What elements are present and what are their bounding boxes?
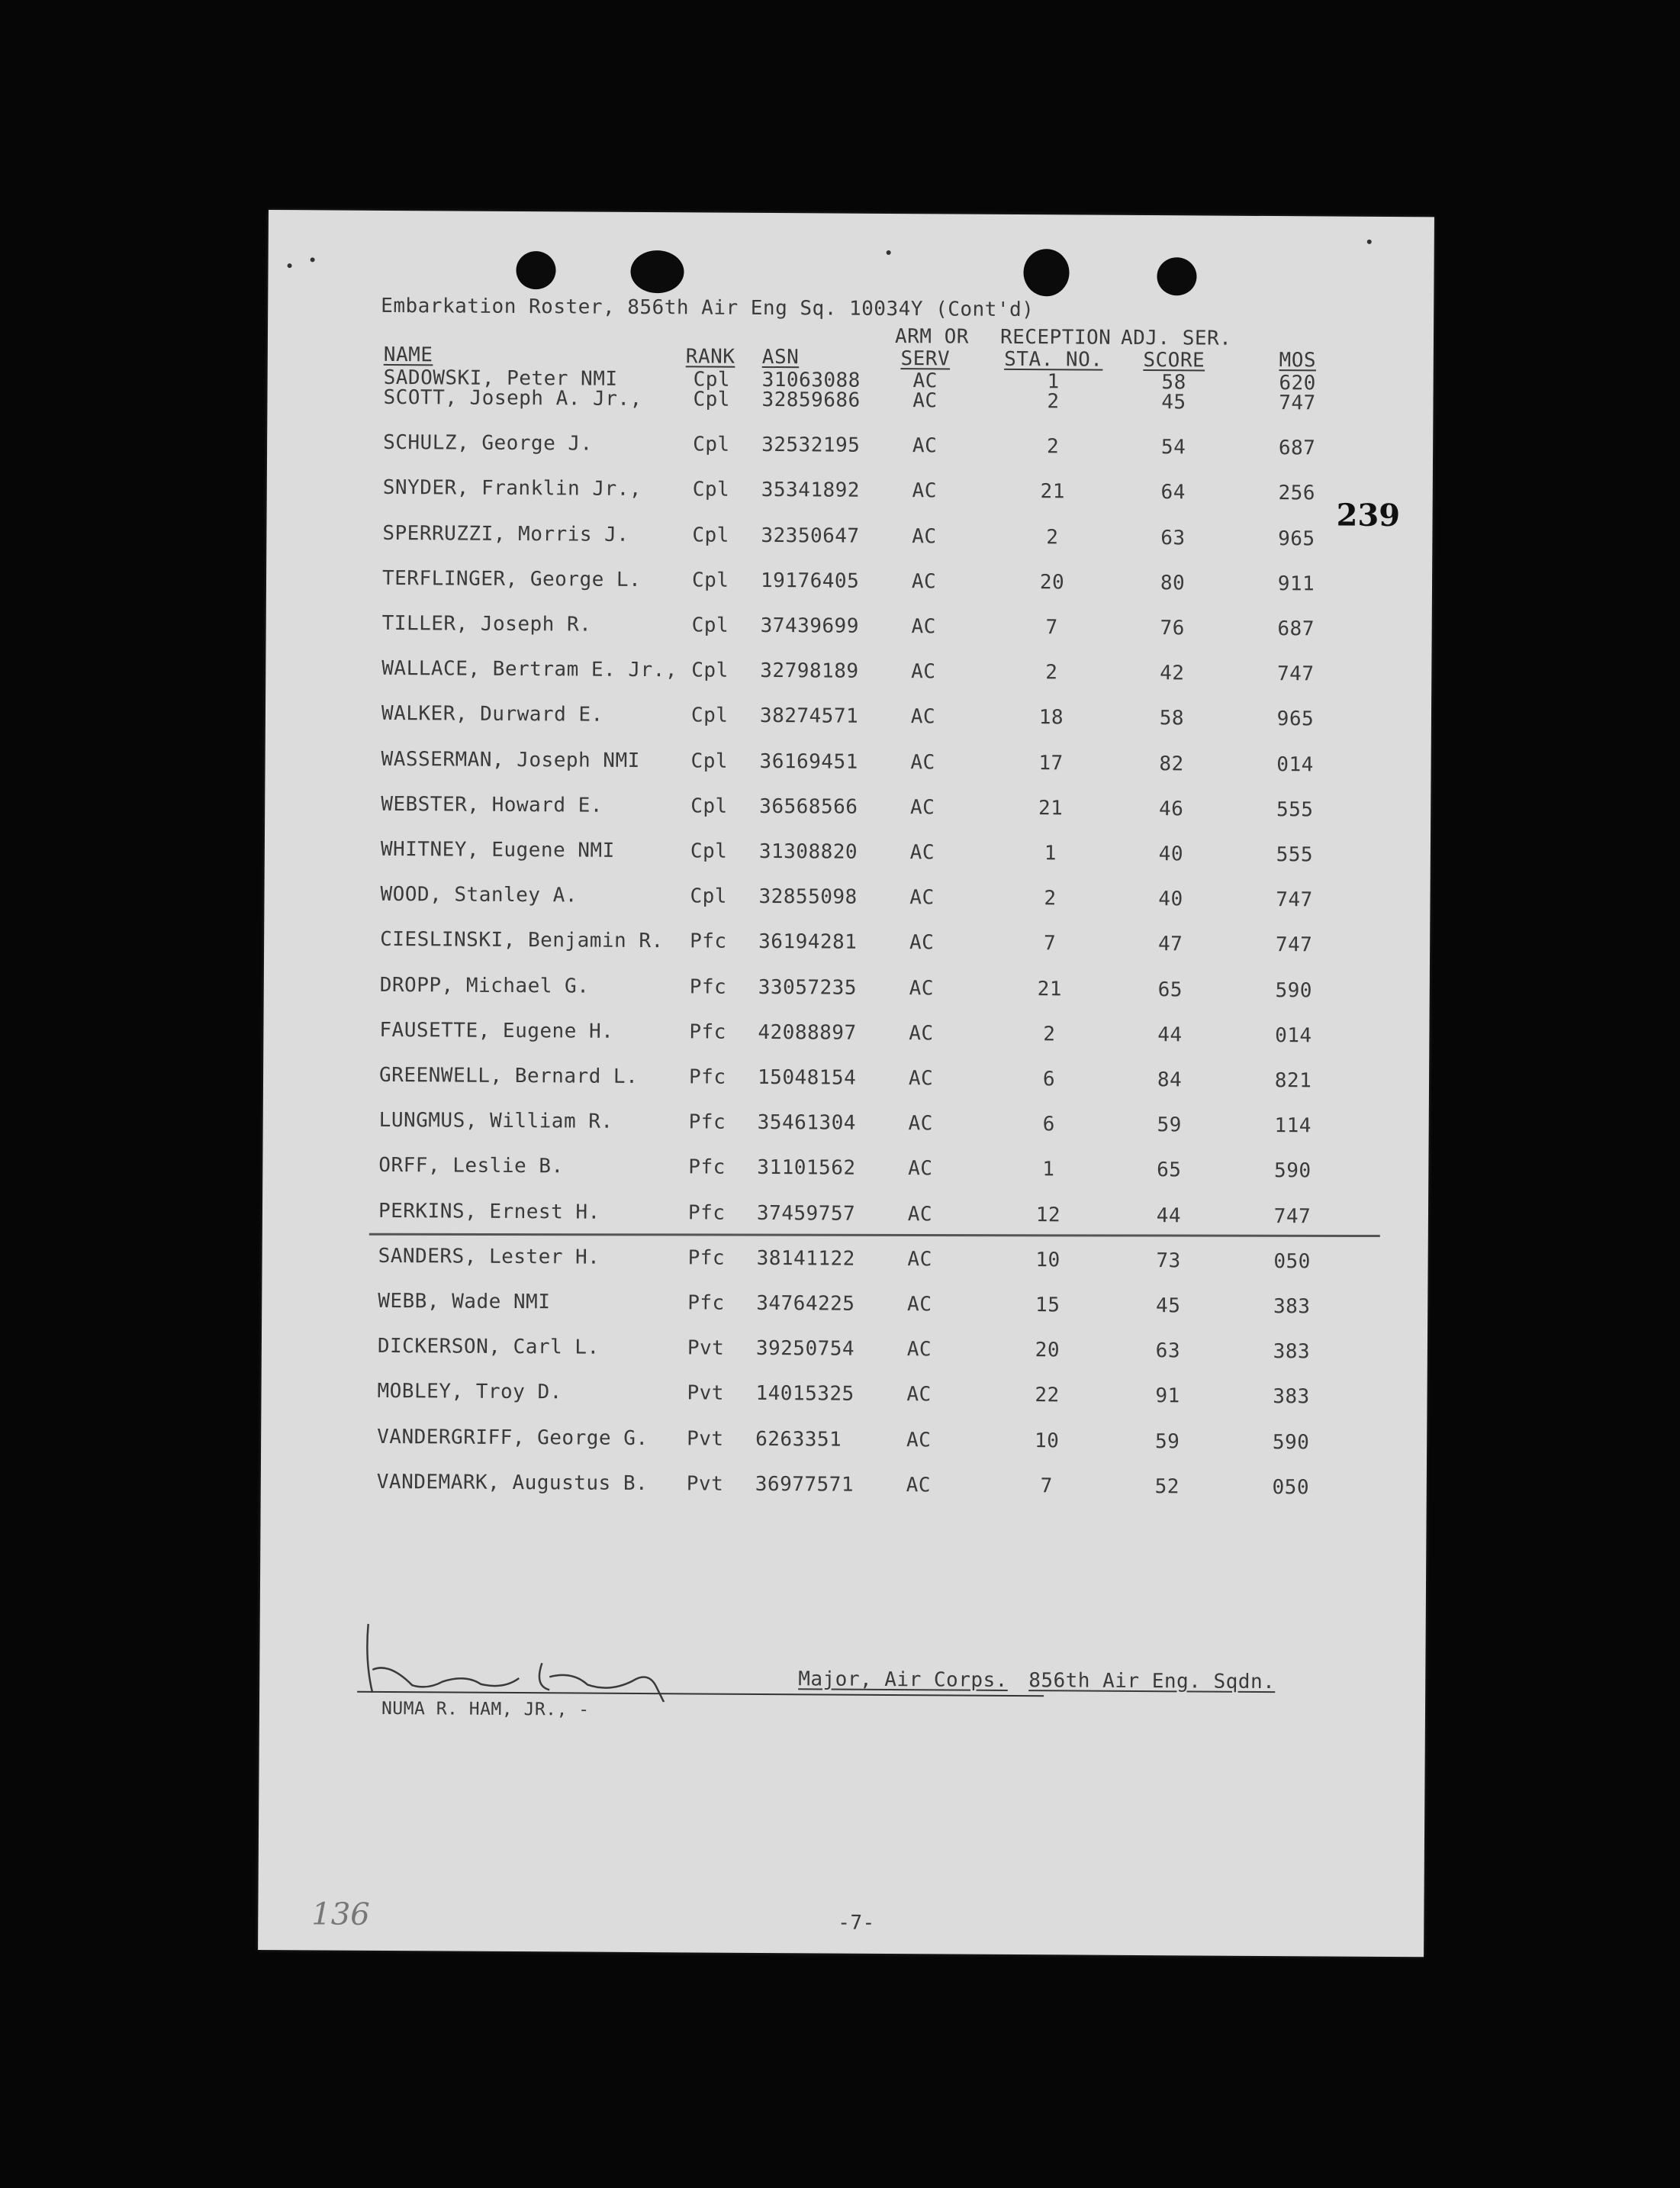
cell-name: SNYDER, Franklin Jr.,	[382, 476, 642, 501]
cell-name: VANDEMARK, Augustus B.	[376, 1470, 649, 1495]
column-header-score-bottom: SCORE	[1143, 349, 1205, 372]
cell-mos: 014	[1275, 1023, 1312, 1048]
table-row	[266, 656, 1431, 694]
column-header-arm-or-serv	[894, 325, 970, 371]
cell-score: 58	[1161, 371, 1186, 395]
cell-arm: AC	[912, 524, 937, 548]
cell-asn: 33057235	[758, 975, 858, 1000]
cell-score: 82	[1159, 752, 1184, 775]
cell-rank: Cpl	[691, 614, 729, 637]
cell-sta: 7	[1045, 616, 1058, 640]
cell-asn: 31308820	[758, 839, 858, 864]
cell-name: WHITNEY, Eugene NMI	[380, 837, 615, 862]
cell-asn: 35341892	[761, 479, 861, 503]
cell-asn: 36568566	[759, 794, 858, 819]
cell-mos: 965	[1278, 527, 1315, 550]
cell-sta: 7	[1043, 932, 1057, 955]
table-row	[267, 430, 1433, 468]
cell-rank: Pvt	[686, 1472, 724, 1496]
cell-sta: 2	[1046, 435, 1060, 459]
cell-mos: 050	[1273, 1249, 1311, 1274]
page-number: -7-	[838, 1911, 875, 1935]
cell-name: WEBSTER, Howard E.	[381, 792, 603, 817]
cell-name: WALKER, Durward E.	[381, 702, 603, 727]
cell-name: MOBLEY, Troy D.	[377, 1380, 562, 1404]
cell-asn: 39250754	[755, 1337, 855, 1361]
table-row	[262, 1244, 1427, 1281]
cell-rank: Cpl	[693, 368, 731, 392]
cell-mos: 383	[1273, 1295, 1311, 1319]
cell-mos: 620	[1279, 372, 1316, 395]
cell-score: 45	[1161, 391, 1186, 414]
cell-arm: AC	[911, 660, 936, 684]
cell-sta: 6	[1042, 1113, 1055, 1136]
cell-mos: 590	[1275, 978, 1313, 1002]
cell-asn: 14015325	[755, 1382, 854, 1407]
cell-arm: AC	[908, 1067, 934, 1091]
cell-score: 59	[1157, 1113, 1182, 1137]
cell-arm: AC	[909, 976, 935, 1000]
cell-sta: 21	[1038, 796, 1064, 820]
cell-score: 44	[1157, 1023, 1183, 1047]
cell-mos: 014	[1276, 752, 1314, 776]
cell-mos: 821	[1274, 1069, 1312, 1093]
document-page	[258, 210, 1434, 1957]
cell-asn: 32798189	[760, 659, 859, 683]
cell-score: 45	[1156, 1294, 1181, 1318]
punch-hole	[516, 251, 555, 289]
cell-mos: 747	[1276, 662, 1315, 686]
cell-name: ORFF, Leslie B.	[378, 1154, 564, 1178]
cell-name: LUNGMUS, William R.	[378, 1109, 613, 1133]
cell-score: 40	[1158, 843, 1184, 866]
cell-score: 46	[1158, 797, 1184, 821]
cell-asn: 42088897	[758, 1020, 857, 1045]
cell-asn: 35461304	[757, 1111, 857, 1135]
cell-mos: 747	[1273, 1204, 1311, 1228]
cell-score: 47	[1157, 933, 1183, 956]
punch-hole	[630, 250, 684, 293]
cell-score: 84	[1157, 1068, 1183, 1092]
cell-sta: 1	[1044, 842, 1057, 865]
cell-asn: 32859686	[761, 388, 861, 412]
roster-title: Embarkation Roster, 856th Air Eng Sq. 10034Y (Cont'd)	[381, 294, 1035, 322]
table-row	[266, 701, 1431, 739]
cell-sta: 6	[1042, 1068, 1056, 1091]
cell-name: VANDERGRIFF, George G.	[377, 1425, 649, 1450]
column-header-name: NAME	[383, 343, 433, 367]
cell-score: 59	[1154, 1429, 1180, 1453]
table-row	[261, 1425, 1427, 1462]
table-row	[264, 973, 1430, 1010]
cell-asn: 31101562	[757, 1156, 856, 1181]
cell-arm: AC	[907, 1293, 932, 1316]
cell-asn: 37459757	[756, 1201, 856, 1226]
cell-rank: Pfc	[688, 1110, 726, 1134]
cell-sta: 17	[1038, 751, 1064, 775]
cell-rank: Cpl	[690, 794, 728, 818]
cell-asn: 38141122	[756, 1246, 855, 1271]
cell-sta: 21	[1040, 480, 1066, 504]
cell-arm: AC	[911, 569, 937, 594]
cell-mos: 747	[1275, 933, 1313, 957]
cell-rank: Pvt	[687, 1426, 724, 1451]
table-row	[264, 882, 1430, 920]
pencil-note: 136	[311, 1896, 370, 1932]
cell-sta: 2	[1043, 1023, 1056, 1046]
table-row	[265, 837, 1431, 875]
cell-mos: 555	[1276, 798, 1314, 822]
cell-sta: 20	[1035, 1339, 1060, 1362]
cell-mos: 911	[1277, 572, 1315, 596]
cell-arm: AC	[912, 434, 938, 458]
table-row	[267, 385, 1433, 423]
table-row	[261, 1470, 1427, 1507]
cell-sta: 12	[1035, 1203, 1061, 1226]
cell-score: 40	[1158, 888, 1183, 911]
cell-sta: 20	[1039, 570, 1065, 595]
cell-asn: 36169451	[759, 749, 858, 774]
cell-asn: 32532195	[761, 433, 861, 457]
cell-asn: 38274571	[759, 704, 859, 729]
column-header-reception	[999, 325, 1112, 372]
cell-rank: Pfc	[687, 1246, 726, 1270]
cell-score: 54	[1160, 436, 1186, 459]
cell-asn: 6263351	[755, 1427, 842, 1452]
paper-speck	[887, 250, 891, 255]
table-row	[266, 521, 1432, 559]
cell-score: 91	[1155, 1384, 1180, 1408]
table-row	[266, 566, 1432, 604]
cell-arm: AC	[908, 1112, 933, 1136]
cell-mos: 383	[1273, 1340, 1311, 1364]
cell-score: 65	[1157, 1158, 1182, 1182]
cell-score: 63	[1155, 1339, 1181, 1363]
cell-sta: 22	[1035, 1384, 1060, 1407]
table-row	[263, 1108, 1429, 1146]
cell-mos: 383	[1273, 1385, 1310, 1409]
cell-sta: 1	[1042, 1158, 1055, 1181]
column-header-score-top: ADJ. SER.	[1120, 326, 1232, 350]
cell-score: 52	[1154, 1474, 1180, 1499]
cell-rank: Pfc	[687, 1291, 725, 1315]
cell-asn: 31063088	[761, 368, 861, 392]
cell-name: SADOWSKI, Peter NMI	[383, 366, 618, 391]
cell-name: WALLACE, Bertram E. Jr.,	[381, 657, 678, 682]
cell-sta: 18	[1038, 706, 1064, 730]
table-row	[261, 1379, 1427, 1416]
cell-arm: AC	[909, 795, 935, 820]
cell-rank: Pfc	[687, 1200, 726, 1225]
cell-mos: 687	[1278, 437, 1316, 460]
cell-arm: AC	[907, 1247, 932, 1271]
cell-arm: AC	[910, 750, 935, 774]
paper-speck	[288, 263, 292, 268]
cell-rank: Cpl	[693, 433, 730, 456]
cell-sta: 2	[1044, 887, 1057, 910]
cell-sta: 15	[1035, 1294, 1060, 1317]
cell-name: SPERRUZZI, Morris J.	[382, 521, 629, 546]
cell-name: GREENWELL, Bernard L.	[378, 1063, 639, 1088]
column-header-mos: MOS	[1279, 349, 1317, 372]
cell-arm: AC	[908, 1157, 933, 1181]
cell-name: DICKERSON, Carl L.	[377, 1335, 600, 1359]
cell-score: 63	[1160, 526, 1186, 549]
cell-arm: AC	[906, 1473, 932, 1497]
cell-score: 76	[1160, 617, 1185, 640]
cell-rank: Pfc	[688, 1065, 726, 1089]
cell-sta: 2	[1046, 525, 1059, 549]
cell-rank: Cpl	[690, 704, 729, 728]
cell-score: 73	[1156, 1249, 1181, 1273]
cell-name: SANDERS, Lester H.	[378, 1244, 600, 1269]
table-row	[263, 1063, 1429, 1100]
cell-rank: Cpl	[690, 839, 728, 863]
cell-rank: Cpl	[693, 388, 731, 411]
cell-sta: 2	[1047, 390, 1060, 414]
cell-mos: 114	[1274, 1114, 1312, 1138]
cell-score: 58	[1159, 707, 1185, 730]
cell-name: PERKINS, Ernest H.	[378, 1199, 600, 1224]
table-row	[262, 1289, 1427, 1326]
cell-asn: 36977571	[755, 1472, 854, 1497]
paper-speck	[1367, 240, 1372, 244]
cell-arm: AC	[906, 1428, 932, 1452]
table-row	[265, 792, 1431, 830]
signer-name: NUMA R. HAM, JR., -	[381, 1698, 590, 1720]
cell-sta: 21	[1037, 977, 1063, 1001]
cell-asn: 32855098	[758, 885, 858, 909]
cell-name: DROPP, Michael G.	[379, 973, 590, 998]
column-header-reception-top: RECEPTION	[999, 325, 1112, 350]
column-header-rank: RANK	[685, 345, 735, 369]
cell-arm: AC	[909, 1021, 934, 1046]
cell-rank: Cpl	[690, 885, 728, 908]
table-row	[263, 1018, 1429, 1055]
cell-arm: AC	[912, 479, 938, 503]
cell-mos: 747	[1276, 888, 1313, 912]
cell-mos: 747	[1279, 392, 1316, 415]
cell-arm: AC	[906, 1383, 932, 1407]
cell-name: WOOD, Stanley A.	[380, 883, 578, 907]
cell-rank: Cpl	[692, 523, 729, 547]
cell-arm: AC	[907, 1202, 933, 1226]
column-header-arm-top: ARM OR	[894, 325, 970, 349]
cell-asn: 37439699	[760, 614, 860, 638]
cell-arm: AC	[911, 615, 936, 639]
cell-arm: AC	[912, 369, 938, 393]
cell-arm: AC	[912, 389, 938, 413]
cell-mos: 687	[1277, 617, 1315, 641]
table-row	[262, 1334, 1427, 1371]
side-number: 239	[1336, 497, 1401, 534]
cell-name: SCOTT, Joseph A. Jr.,	[383, 385, 642, 411]
cell-score: 64	[1160, 481, 1186, 504]
cell-sta: 1	[1047, 370, 1060, 394]
cell-rank: Pvt	[687, 1336, 725, 1360]
cell-arm: AC	[910, 705, 936, 729]
cell-name: WEBB, Wade NMI	[378, 1289, 551, 1314]
table-row	[262, 1199, 1428, 1236]
cell-rank: Pfc	[689, 1020, 726, 1044]
cell-rank: Pfc	[690, 930, 727, 954]
cell-arm: AC	[909, 931, 935, 955]
cell-sta: 2	[1045, 661, 1058, 685]
cell-sta: 10	[1035, 1248, 1060, 1272]
cell-asn: 15048154	[757, 1065, 857, 1090]
handwritten-signature	[359, 1616, 726, 1703]
cell-mos: 256	[1278, 482, 1316, 505]
punch-hole	[1023, 249, 1069, 296]
cell-name: SCHULZ, George J.	[383, 431, 593, 456]
cell-mos: 590	[1272, 1430, 1310, 1454]
cell-score: 42	[1160, 662, 1185, 685]
table-row	[262, 1153, 1428, 1191]
cell-name: FAUSETTE, Eugene H.	[379, 1018, 614, 1043]
cell-rank: Cpl	[691, 659, 729, 682]
cell-name: CIESLINSKI, Benjamin R.	[380, 928, 664, 953]
cell-name: TILLER, Joseph R.	[381, 611, 592, 636]
cell-rank: Cpl	[690, 749, 729, 773]
table-row	[267, 475, 1433, 513]
punch-hole	[1157, 257, 1196, 295]
column-header-arm-bottom: SERV	[900, 347, 951, 371]
column-header-reception-bottom: STA. NO.	[1004, 347, 1103, 372]
table-row	[266, 611, 1432, 649]
table-row	[264, 927, 1430, 965]
cell-score: 80	[1160, 571, 1186, 595]
cell-sta: 10	[1034, 1429, 1060, 1452]
table-row	[265, 747, 1431, 785]
column-header-score	[1120, 326, 1232, 372]
cell-arm: AC	[909, 841, 935, 865]
column-header-asn: ASN	[761, 345, 800, 369]
cell-rank: Cpl	[692, 478, 730, 502]
signer-unit: 856th Air Eng. Sqdn.	[1028, 1669, 1276, 1694]
cell-sta: 7	[1040, 1474, 1053, 1498]
cell-mos: 965	[1276, 707, 1315, 731]
cell-asn: 34764225	[756, 1291, 855, 1316]
cell-asn: 32350647	[761, 524, 860, 548]
cell-arm: AC	[909, 886, 935, 910]
cell-score: 65	[1157, 978, 1183, 1001]
cell-mos: 555	[1276, 843, 1314, 867]
cell-rank: Pvt	[687, 1381, 725, 1406]
cell-rank: Cpl	[691, 569, 729, 592]
cell-rank: Pfc	[689, 975, 727, 999]
cell-name: TERFLINGER, George L.	[381, 566, 642, 591]
cell-score: 44	[1156, 1204, 1182, 1227]
signer-title: Major, Air Corps.	[798, 1668, 1008, 1692]
cell-asn: 36194281	[758, 930, 858, 955]
cell-arm: AC	[906, 1338, 932, 1361]
cell-name: WASSERMAN, Joseph NMI	[381, 747, 640, 772]
paper-speck	[311, 257, 315, 262]
cell-rank: Pfc	[688, 1155, 726, 1180]
cell-mos: 050	[1272, 1475, 1310, 1500]
cell-mos: 590	[1274, 1159, 1311, 1183]
cell-asn: 19176405	[760, 569, 860, 593]
